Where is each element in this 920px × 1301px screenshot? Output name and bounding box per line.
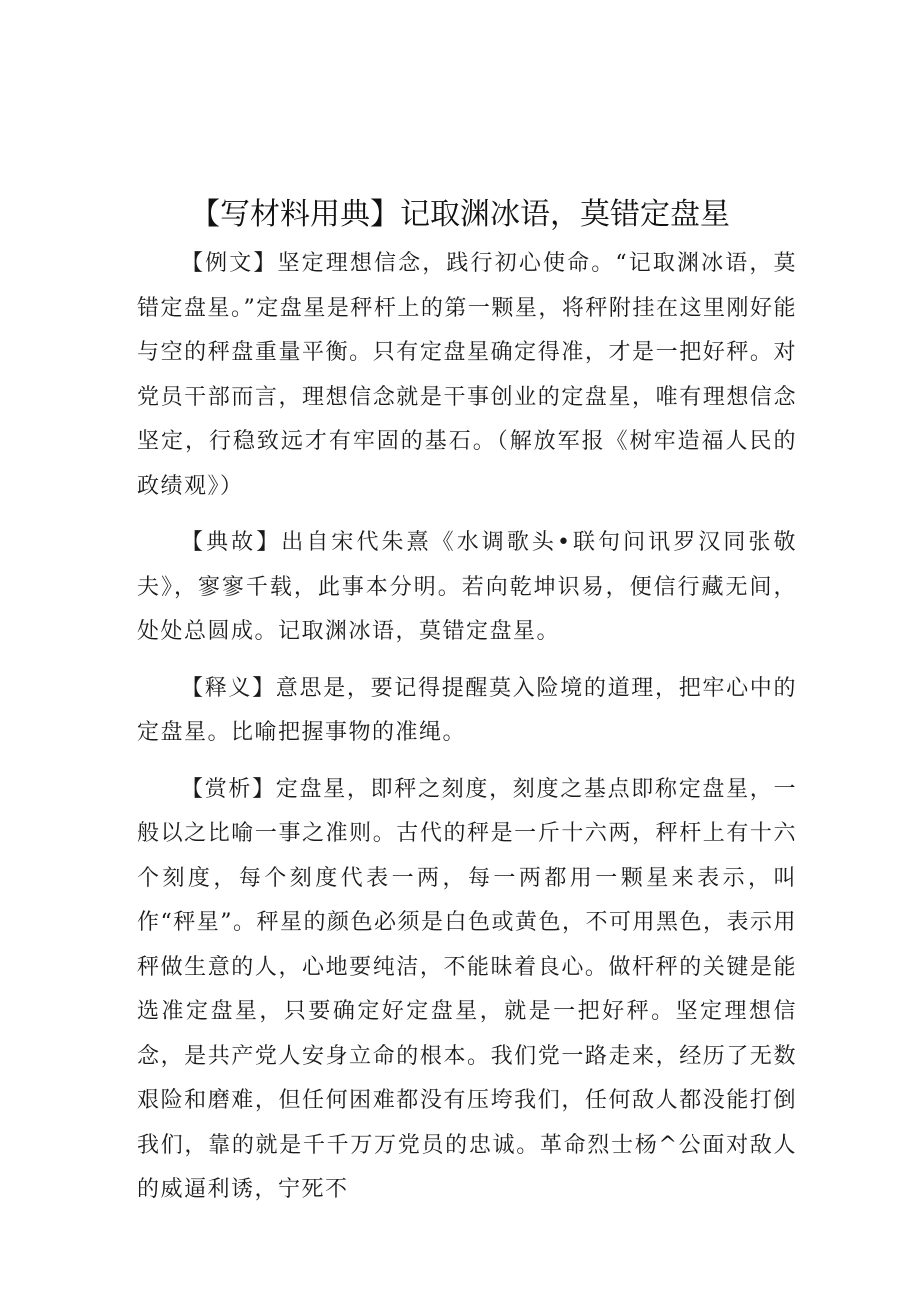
paragraph-example: 【例文】坚定理想信念，践行初心使命。“记取渊冰语，莫错定盘星。”定盘星是秤杆上的第一颗星，将秤附挂在这里刚好能与空的秤盘重量平衡。只有定盘星确定得准，才是一把好秤。对党员干部而言，理想信念就是干事创业的定盘星，唯有理想信念坚定，行稳致远才有牢固的基石。（解放军报《树牢造福人民的政绩观》） xyxy=(137,251,797,499)
paragraph-gap xyxy=(137,655,797,667)
document-title: 【写材料用典】记取渊冰语，莫错定盘星 xyxy=(190,197,730,232)
paragraph-meaning: 【释义】意思是，要记得提醒莫入险境的道理，把牢心中的定盘星。比喻把握事物的准绳。 xyxy=(137,675,797,745)
paragraph-appreciation: 【赏析】定盘星，即秤之刻度，刻度之基点即称定盘星，一般以之比喻一事之准则。古代的秤是一斤十六两，秤杆上有十六个刻度，每个刻度代表一两，每一两都用一颗星来表示，叫作“秤星”。秤星的颜色必须是白色或黄色，不可用黑色，表示用秤做生意的人，心地要纯洁，不能昧着良心。做杆秤的关键是能选准定盘星，只要确定好定盘星，就是一把好秤。坚定理想信念，是共产党人安身立命的根本。我们党一路走来，经历了无数艰险和磨难，但任何困难都没有压垮我们，任何敌人都没能打倒我们，靠的就是千千万万党员的忠诚。革命烈士杨^公面对敌人的威逼利诱，宁死不 xyxy=(137,776,797,1202)
document-body xyxy=(137,242,797,1213)
paragraph-gap xyxy=(137,509,797,521)
paragraph-allusion: 【典故】出自宋代朱熹《水调歌头•联句问讯罗汉同张敬夫》，寥寥千载，此事本分明。若向乾坤识易，便信行藏无间，处处总圆成。记取渊冰语，莫错定盘星。 xyxy=(137,530,797,644)
paragraph-gap xyxy=(137,756,797,768)
